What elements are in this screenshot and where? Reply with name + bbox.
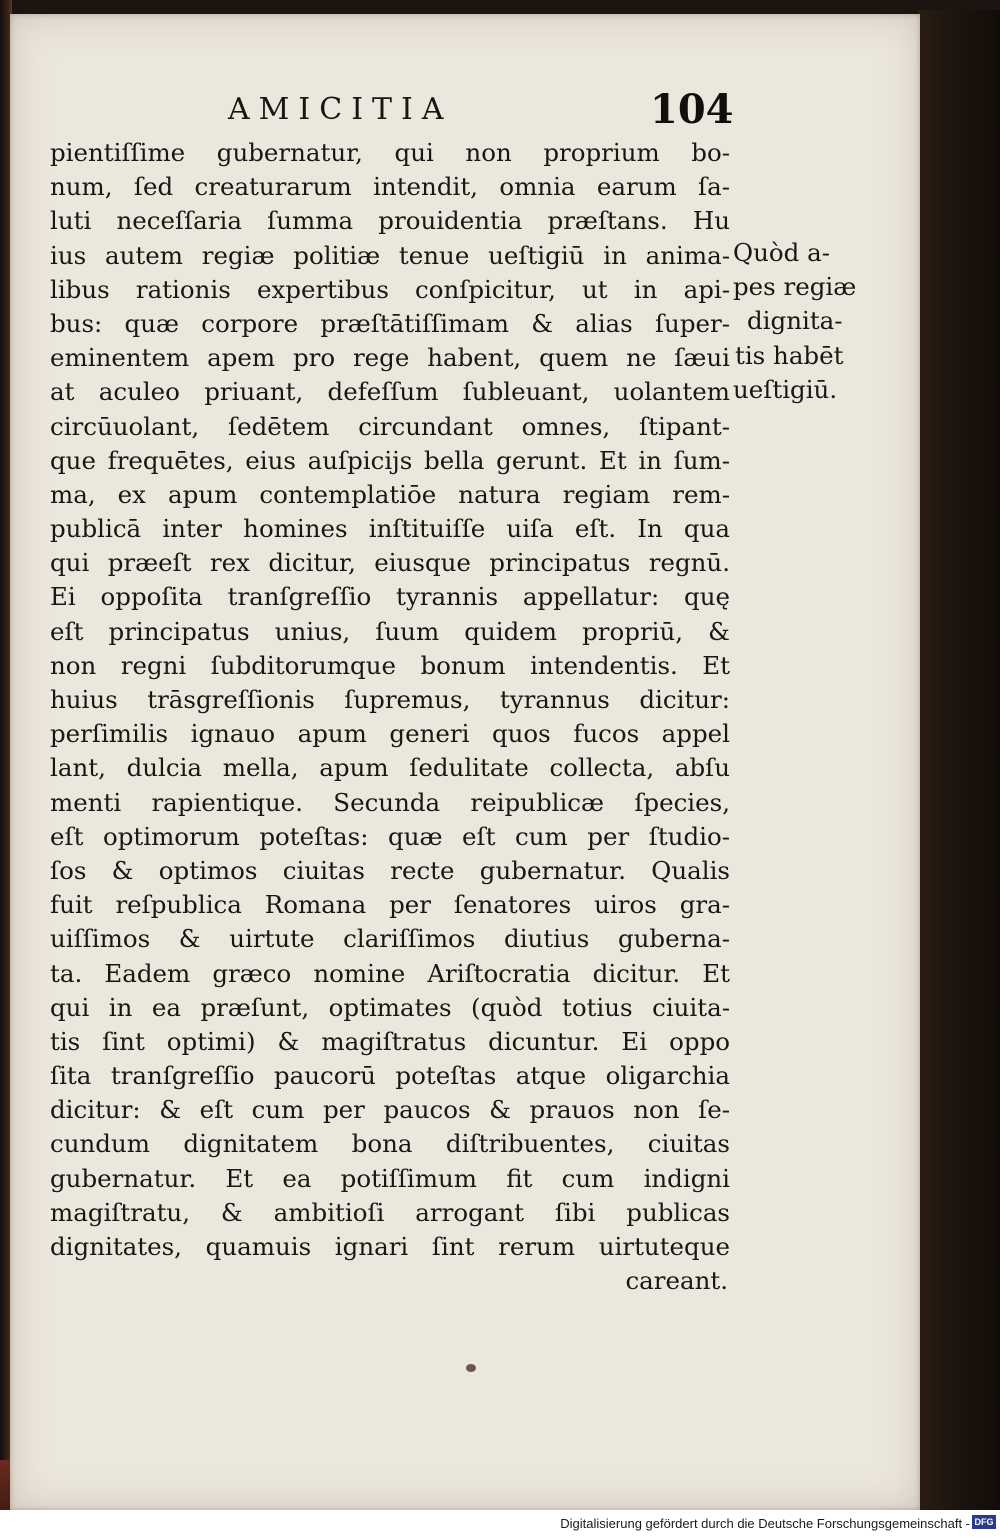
text-line: ius autem regiæ politiæ tenue ueſtigiū in anima-	[50, 240, 730, 270]
marginal-note-line: Quòd a-	[733, 238, 830, 267]
text-line: num, ſed creaturarum intendit, omnia earum ſa-	[50, 172, 730, 202]
text-line: non regni ſubditorumque bonum intendentis. Et	[50, 650, 730, 680]
text-line: bus: quæ corpore præſtātiſſimam & alias ſuper-	[50, 308, 730, 338]
text-line: eſt principatus unius, ſuum quidem propriū, &	[50, 616, 730, 646]
text-line: perſimilis ignauo apum generi quos fucos appel	[50, 719, 730, 749]
text-line: eſt optimorum poteſtas: quæ eſt cum per ſtudio-	[50, 821, 730, 851]
text-line: lant, dulcia mella, apum ſedulitate collecta, abſu	[50, 753, 730, 783]
text-line: ſita tranſgreſſio paucorū poteſtas atque oligarchia	[50, 1061, 730, 1091]
text-line: dignitates, quamuis ignari ſint rerum uirtuteque	[50, 1232, 730, 1261]
text-line: ta. Eadem græco nomine Ariſtocratia dicitur. Et	[50, 958, 730, 988]
text-line: luti neceſſaria ſumma prouidentia præſtans. Hu	[50, 206, 730, 236]
dfg-logo-icon: DFG	[972, 1515, 996, 1529]
marginal-note-line: tis habēt	[735, 340, 844, 370]
text-line: que frequētes, eius auſpicijs bella gerunt. Et in ſum-	[50, 445, 730, 475]
text-line: huius trāsgreſſionis ſupremus, tyrannus dicitur:	[50, 685, 730, 714]
marginal-note-line: ueſtigiū.	[733, 374, 838, 404]
text-line: uiſſimos & uirtute clariſſimos diutius guberna-	[50, 924, 730, 954]
running-head: AMICITIA	[228, 92, 453, 127]
marginal-note-line: pes regiæ	[733, 272, 857, 302]
text-line: circūuolant, ſedētem circundant omnes, ſtipant-	[50, 411, 730, 441]
text-line: careant.	[625, 1266, 728, 1296]
text-line: tis ſint optimi) & magiſtratus dicuntur. Ei oppo	[50, 1026, 730, 1056]
text-line: dicitur: & eſt cum per paucos & prauos non ſe-	[50, 1095, 730, 1125]
text-line: qui in ea præſunt, optimates (quòd totius ciuita-	[50, 992, 730, 1022]
body-text	[50, 136, 730, 1298]
page-header	[10, 86, 930, 138]
text-line: ma, ex apum contemplatiōe natura regiam rem-	[50, 479, 730, 509]
text-line: fuit reſpublica Romana per ſenatores uiros gra-	[50, 890, 730, 920]
text-line: gubernatur. Et ea potiſſimum fit cum indigni	[50, 1163, 730, 1193]
text-line: magiſtratu, & ambitioſi arrogant ſibi publicas	[50, 1197, 730, 1227]
book-page	[10, 14, 920, 1510]
digitization-credit: Digitalisierung gefördert durch die Deutsche Forschungsgemeinschaft -	[560, 1516, 970, 1531]
text-line: menti rapientique. Secunda reipublicæ ſpecies,	[50, 787, 730, 817]
page-number: 104	[650, 86, 734, 133]
text-line: cundum dignitatem bona diſtribuentes, ciuitas	[50, 1129, 730, 1159]
book-edge-right	[918, 10, 1000, 1540]
text-line: ſos & optimos ciuitas recte gubernatur. Qualis	[50, 855, 730, 885]
marginal-note-line: dignita-	[747, 306, 843, 336]
text-line: Ei oppoſita tranſgreſſio tyrannis appellatur: quę	[50, 582, 730, 612]
text-line: publicā inter homines inſtituiſſe uiſa eſt. In qua	[50, 514, 730, 544]
text-line: libus rationis expertibus conſpicitur, ut in api-	[50, 274, 730, 304]
text-line: qui præeſt rex dicitur, eiusque principatus regnū.	[50, 548, 730, 578]
text-line: pientiſſime gubernatur, qui non proprium bo-	[50, 138, 730, 167]
marginal-note	[733, 236, 883, 407]
text-line: eminentem apem pro rege habent, quem ne ſæui	[50, 343, 730, 373]
ink-spot	[466, 1364, 476, 1372]
text-line: at aculeo priuant, defeſſum ſubleuant, uolantem	[50, 377, 730, 407]
